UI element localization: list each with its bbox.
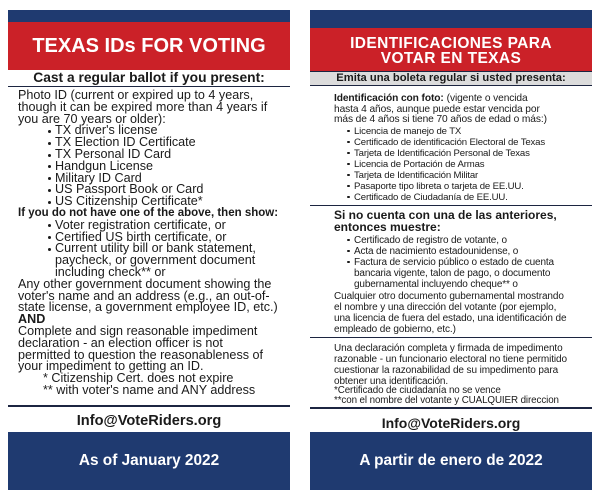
photo-id-item <box>334 126 588 137</box>
card-title-line: IDENTIFICACIONES PARA <box>350 35 552 52</box>
text-line: Tarjeta de Identificación Militar <box>354 169 479 181</box>
photo-id-description <box>334 94 588 126</box>
alternative-documents-heading <box>334 209 588 233</box>
photo-id-item <box>18 196 286 208</box>
footnotes <box>18 373 286 397</box>
alternative-document-item <box>18 243 286 278</box>
alternative-documents-list <box>334 235 588 290</box>
text-line: cuestionar la razonabilidad de su impedimento para <box>334 364 559 376</box>
impediment-text <box>18 323 286 374</box>
text-line: Cualquier otro documento gubernamental mostrando <box>334 290 564 302</box>
bullet-marker <box>48 248 51 251</box>
text-line: hasta 4 años, aunque puede estar vencida por <box>334 103 540 115</box>
top-navy-strip <box>310 10 592 28</box>
text-line: empleado de gobierno, etc.) <box>334 323 456 335</box>
text-line: bancaria vigente, talon de pago, o documento <box>354 267 551 279</box>
and-label: AND <box>18 312 46 327</box>
card-body <box>18 90 286 397</box>
photo-id-first-text: (vigente o vencida <box>446 93 528 104</box>
footnote <box>43 382 286 397</box>
bullet-marker <box>347 250 350 253</box>
spanish-card <box>310 0 592 500</box>
divider-line <box>310 205 592 206</box>
text-line: TX Election ID Certificate <box>55 135 196 150</box>
text-line: Complete and sign reasonable impediment <box>18 323 258 338</box>
date-text: A partir de enero de 2022 <box>359 452 543 469</box>
impediment-text <box>334 343 588 387</box>
text-line: una licencia de fuera del estado, una identificación de <box>334 312 567 324</box>
photo-id-list <box>334 126 588 203</box>
photo-id-lines <box>334 105 588 126</box>
impediment-line <box>334 343 588 354</box>
text-line: Voter registration certificate, or <box>55 217 226 232</box>
bullet-marker <box>48 201 51 204</box>
text-line: Licencia de Portación de Armas <box>354 158 485 170</box>
text-line: US Passport Book or Card <box>55 182 204 197</box>
photo-id-item <box>334 137 588 148</box>
bullet-marker <box>48 224 51 227</box>
text-line: Pasaporte tipo libreta o tarjeta de EE.UU. <box>354 180 524 192</box>
text-line: TX Personal ID Card <box>55 146 172 161</box>
regular-ballot-heading: Cast a regular ballot if you present: <box>33 70 265 85</box>
card-title: TEXAS IDs FOR VOTING <box>32 34 266 57</box>
card-title-line: VOTAR EN TEXAS <box>380 50 522 67</box>
text-line: Certificado de Ciudadanía de EE.UU. <box>354 191 508 203</box>
photo-id-item <box>334 159 588 170</box>
other-document-line <box>334 302 588 313</box>
divider-line <box>310 407 592 409</box>
photo-id-label: Identificación con foto: <box>334 93 444 104</box>
heading-line: Si no cuenta con una de las anteriores, <box>334 208 557 222</box>
website-text: Info@VoteRiders.org <box>381 415 521 431</box>
text-line: declaration - an election officer is not <box>18 335 223 350</box>
alternative-document-item <box>334 257 588 290</box>
text-line: Una declaración completa y firmada de impedimento <box>334 342 563 354</box>
other-document-line <box>334 291 588 302</box>
bullet-marker <box>347 152 350 155</box>
bullet-marker <box>48 165 51 168</box>
card-title <box>310 36 592 66</box>
footer-banner <box>310 432 592 490</box>
bullet-marker <box>347 130 350 133</box>
alternative-documents-heading: If you do not have one of the above, then show: <box>18 206 279 219</box>
divider-line <box>8 86 290 88</box>
footnotes <box>334 386 588 406</box>
impediment-line <box>334 354 588 365</box>
text-line: Certified US birth certificate, or <box>55 229 227 244</box>
photo-id-line <box>334 115 588 126</box>
bullet-marker <box>48 142 51 145</box>
text-line: gubernamental incluyendo cheque** o <box>354 278 518 290</box>
photo-id-list <box>18 125 286 208</box>
photo-id-item <box>334 181 588 192</box>
divider-line <box>310 337 592 338</box>
text-line: you are 70 years or older): <box>18 111 166 126</box>
text-line: Current utility bill or bank statement, <box>55 241 256 256</box>
photo-id-item <box>334 192 588 203</box>
title-banner <box>8 22 290 70</box>
text-line: Any other government document showing the <box>18 276 272 291</box>
alternative-document-item <box>334 235 588 246</box>
text-line: Certificado de registro de votante, o <box>354 234 507 246</box>
bullet-marker <box>347 239 350 242</box>
impediment-line <box>334 365 588 376</box>
photo-id-item <box>334 170 588 181</box>
footer-banner <box>8 432 290 490</box>
text-line: your impediment to getting an ID. <box>18 359 204 374</box>
other-document-text <box>18 276 286 315</box>
bullet-marker <box>347 163 350 166</box>
bullet-marker <box>347 185 350 188</box>
text-line: más de 4 años si tiene 70 años de edad o más:) <box>334 114 547 125</box>
text-line: obtener una identificación. <box>334 375 449 387</box>
photo-id-item <box>334 148 588 159</box>
bullet-marker <box>347 141 350 144</box>
bullet-marker <box>347 261 350 264</box>
text-line: **con el nombre del votante y CUALQUIER direccion <box>334 395 559 406</box>
text-line: el nombre y una dirección del votante (por ejemplo, <box>334 301 557 313</box>
heading-line: entonces muestre: <box>334 220 441 234</box>
text-line: including check** or <box>55 264 166 279</box>
bullet-marker <box>48 130 51 133</box>
text-line: Certificado de identificación Electoral de Texas <box>354 136 546 148</box>
text-line: US Citizenship Certificate* <box>55 194 203 209</box>
text-line: Military ID Card <box>55 170 142 185</box>
alternative-documents-list <box>18 217 286 279</box>
text-line: voter's name and an address (e.g., an out-of- <box>18 288 270 303</box>
text-line: *Certificado de ciudadanía no se vence <box>334 385 501 396</box>
text-line: Handgun License <box>55 158 154 173</box>
text-line: razonable - un funcionario electoral no tiene permitido <box>334 353 567 365</box>
other-document-line <box>334 324 588 335</box>
bullet-marker <box>48 154 51 157</box>
text-line: * Citizenship Cert. does not expire <box>43 371 234 386</box>
bullet-marker <box>347 174 350 177</box>
other-document-line <box>18 302 286 314</box>
text-line: TX driver's license <box>55 123 158 138</box>
text-line: Photo ID (current or expired up to 4 years, <box>18 88 254 102</box>
text-line: Tarjeta de Identificación Personal de Texas <box>354 147 530 159</box>
text-line: state license, a government employee ID, etc.) <box>18 300 278 315</box>
bullet-marker <box>347 196 350 199</box>
text-line: Factura de servicio público o estado de cuenta <box>354 256 554 268</box>
text-line: ** with voter's name and ANY address <box>43 382 256 397</box>
bullet-marker <box>48 177 51 180</box>
photo-id-first-line <box>334 94 588 105</box>
other-document-text <box>334 291 588 335</box>
text-line: though it can be expired more than 4 years if <box>18 99 268 114</box>
title-banner <box>310 28 592 71</box>
footnote <box>334 396 588 406</box>
date-text: As of January 2022 <box>78 452 220 469</box>
text-line: permitted to question the reasonableness of <box>18 347 264 362</box>
bullet-marker <box>48 236 51 239</box>
text-line: Acta de nacimiento estadounidense, o <box>354 245 519 257</box>
text-line: paycheck, or government document <box>55 253 256 268</box>
website-text: Info@VoteRiders.org <box>76 413 222 429</box>
top-navy-strip <box>8 10 290 22</box>
divider-line <box>8 405 290 407</box>
bullet-marker <box>48 189 51 192</box>
text-line: Licencia de manejo de TX <box>354 125 462 137</box>
alternative-document-item <box>334 246 588 257</box>
regular-ballot-heading: Emita una boleta regular si usted presenta: <box>310 71 592 86</box>
other-document-line <box>334 313 588 324</box>
photo-id-description <box>18 90 286 125</box>
english-card <box>8 0 290 500</box>
